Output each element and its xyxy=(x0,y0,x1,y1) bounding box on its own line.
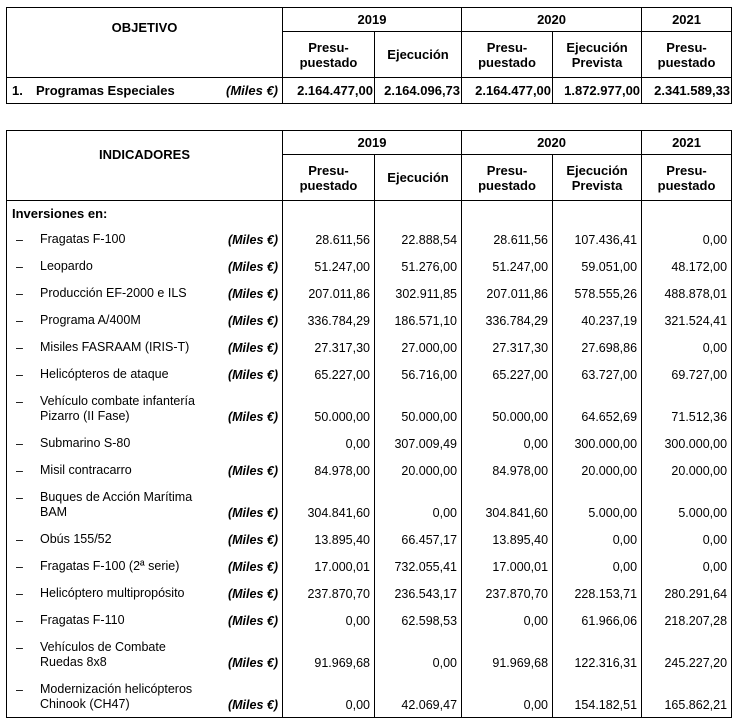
indicadores-table xyxy=(6,130,732,718)
indicator-value: 0,00 xyxy=(462,675,553,718)
indicator-unit: (Miles €) xyxy=(227,560,278,574)
indicator-unit: (Miles €) xyxy=(227,587,278,601)
indicator-row xyxy=(7,279,732,306)
indicator-label-cell xyxy=(7,252,283,279)
indicator-value: 186.571,10 xyxy=(375,306,462,333)
indicator-label-cell xyxy=(7,333,283,360)
indicator-label-cell xyxy=(7,387,283,429)
indicator-row xyxy=(7,633,732,675)
bullet-dash: – xyxy=(16,395,23,409)
indicator-row xyxy=(7,552,732,579)
indicator-label: Fragatas F-100 (2ª serie) xyxy=(40,559,180,573)
objetivo-value: 2.164.096,73 xyxy=(375,78,462,104)
year-2020-header: 2020 xyxy=(462,131,642,155)
indicator-unit: (Miles €) xyxy=(227,410,278,424)
indicator-unit: (Miles €) xyxy=(227,533,278,547)
indicator-value: 40.237,19 xyxy=(553,306,642,333)
indicator-label-cell xyxy=(7,279,283,306)
indicator-value: 0,00 xyxy=(553,552,642,579)
indicator-label: Programa A/400M xyxy=(40,313,141,327)
indicator-value: 84.978,00 xyxy=(462,456,553,483)
indicator-label-cell xyxy=(7,552,283,579)
indicator-value: 0,00 xyxy=(283,606,375,633)
indicator-unit: (Miles €) xyxy=(227,341,278,355)
indicator-value: 65.227,00 xyxy=(283,360,375,387)
indicator-row xyxy=(7,360,732,387)
subheader: Presu- puestado xyxy=(462,155,553,201)
subheader: Ejecución xyxy=(375,32,462,78)
indicator-label-cell xyxy=(7,483,283,525)
subheader: Presu- puestado xyxy=(283,155,375,201)
objetivo-table xyxy=(6,7,732,104)
indicator-value: 245.227,20 xyxy=(642,633,732,675)
indicator-label: Vehículo combate infantería Pizarro (II Fase) xyxy=(40,394,195,423)
indicator-value: 42.069,47 xyxy=(375,675,462,718)
indicator-value: 28.611,56 xyxy=(462,225,553,252)
subheader: Ejecución Prevista xyxy=(553,32,642,78)
indicator-value: 20.000,00 xyxy=(375,456,462,483)
indicator-value: 0,00 xyxy=(642,552,732,579)
indicator-label-cell xyxy=(7,306,283,333)
indicator-value: 0,00 xyxy=(375,483,462,525)
year-2019-header: 2019 xyxy=(283,8,462,32)
indicator-row xyxy=(7,675,732,718)
indicator-value: 65.227,00 xyxy=(462,360,553,387)
indicator-value: 307.009,49 xyxy=(375,429,462,456)
bullet-dash: – xyxy=(16,614,23,628)
indicator-value: 300.000,00 xyxy=(553,429,642,456)
indicator-value: 84.978,00 xyxy=(283,456,375,483)
indicator-value: 0,00 xyxy=(462,606,553,633)
objetivo-value: 2.164.477,00 xyxy=(462,78,553,104)
indicator-value: 304.841,60 xyxy=(462,483,553,525)
indicator-label: Submarino S-80 xyxy=(40,436,131,450)
indicator-value: 304.841,60 xyxy=(283,483,375,525)
indicator-value: 66.457,17 xyxy=(375,525,462,552)
indicator-label: Vehículos de Combate Ruedas 8x8 xyxy=(40,640,166,669)
indicator-label-cell xyxy=(7,429,283,456)
indicator-unit: (Miles €) xyxy=(227,698,278,712)
indicator-value: 236.543,17 xyxy=(375,579,462,606)
bullet-dash: – xyxy=(16,314,23,328)
indicator-value: 59.051,00 xyxy=(553,252,642,279)
indicator-row xyxy=(7,579,732,606)
indicator-label-cell xyxy=(7,633,283,675)
indicator-value: 13.895,40 xyxy=(462,525,553,552)
bullet-dash: – xyxy=(16,260,23,274)
indicator-value: 20.000,00 xyxy=(553,456,642,483)
indicator-label: Obús 155/52 xyxy=(40,532,112,546)
indicator-value: 228.153,71 xyxy=(553,579,642,606)
indicator-unit: (Miles €) xyxy=(227,656,278,670)
indicator-label-cell xyxy=(7,360,283,387)
indicator-label: Misil contracarro xyxy=(40,463,132,477)
bullet-dash: – xyxy=(16,533,23,547)
indicator-value: 50.000,00 xyxy=(462,387,553,429)
year-2021-header: 2021 xyxy=(642,131,732,155)
indicator-value: 51.247,00 xyxy=(462,252,553,279)
indicator-value: 27.000,00 xyxy=(375,333,462,360)
indicator-label: Helicóptero multipropósito xyxy=(40,586,185,600)
indicator-value: 578.555,26 xyxy=(553,279,642,306)
objetivo-label: Programas Especiales xyxy=(36,83,175,98)
indicator-value: 0,00 xyxy=(283,429,375,456)
bullet-dash: – xyxy=(16,287,23,301)
indicator-value: 207.011,86 xyxy=(462,279,553,306)
indicator-value: 0,00 xyxy=(283,675,375,718)
section-label: Inversiones en: xyxy=(7,201,283,226)
bullet-dash: – xyxy=(16,587,23,601)
bullet-dash: – xyxy=(16,560,23,574)
indicator-unit: (Miles €) xyxy=(227,368,278,382)
objetivo-row xyxy=(7,78,732,104)
indicator-unit: (Miles €) xyxy=(227,614,278,628)
indicator-value: 28.611,56 xyxy=(283,225,375,252)
indicator-unit: (Miles €) xyxy=(227,287,278,301)
indicator-label: Modernización helicópteros Chinook (CH47) xyxy=(40,682,193,711)
indicator-value: 5.000,00 xyxy=(642,483,732,525)
indicator-value: 27.317,30 xyxy=(283,333,375,360)
indicator-value: 61.966,06 xyxy=(553,606,642,633)
indicator-label: Buques de Acción Marítima BAM xyxy=(40,490,193,519)
bullet-dash: – xyxy=(16,233,23,247)
indicator-value: 27.317,30 xyxy=(462,333,553,360)
indicator-value: 732.055,41 xyxy=(375,552,462,579)
indicator-unit: (Miles €) xyxy=(227,260,278,274)
bullet-dash: – xyxy=(16,641,23,655)
indicator-label-cell xyxy=(7,675,283,718)
indicator-row xyxy=(7,525,732,552)
indicator-label: Leopardo xyxy=(40,259,93,273)
indicator-label-cell xyxy=(7,606,283,633)
year-2021-header: 2021 xyxy=(642,8,732,32)
indicator-unit: (Miles €) xyxy=(227,314,278,328)
objetivo-value: 1.872.977,00 xyxy=(553,78,642,104)
indicator-value: 51.247,00 xyxy=(283,252,375,279)
indicator-value: 0,00 xyxy=(642,525,732,552)
subheader: Ejecución xyxy=(375,155,462,201)
indicator-label: Producción EF-2000 e ILS xyxy=(40,286,187,300)
indicator-row xyxy=(7,252,732,279)
indicator-value: 0,00 xyxy=(375,633,462,675)
indicator-value: 63.727,00 xyxy=(553,360,642,387)
objetivo-unit: (Miles €) xyxy=(225,83,278,98)
indicator-label-cell xyxy=(7,225,283,252)
indicator-label: Helicópteros de ataque xyxy=(40,367,169,381)
year-2019-header: 2019 xyxy=(283,131,462,155)
indicator-value: 0,00 xyxy=(553,525,642,552)
indicator-value: 0,00 xyxy=(642,225,732,252)
section-row xyxy=(7,201,732,226)
indicator-value: 165.862,21 xyxy=(642,675,732,718)
indicator-unit: (Miles €) xyxy=(227,464,278,478)
subheader: Presu- puestado xyxy=(642,32,732,78)
indicator-value: 237.870,70 xyxy=(283,579,375,606)
indicator-label-cell xyxy=(7,579,283,606)
indicator-row xyxy=(7,456,732,483)
indicator-value: 302.911,85 xyxy=(375,279,462,306)
objetivo-value: 2.164.477,00 xyxy=(283,78,375,104)
indicator-value: 22.888,54 xyxy=(375,225,462,252)
indicator-value: 5.000,00 xyxy=(553,483,642,525)
indicator-value: 207.011,86 xyxy=(283,279,375,306)
indicator-value: 27.698,86 xyxy=(553,333,642,360)
indicator-row xyxy=(7,483,732,525)
subheader: Presu- puestado xyxy=(283,32,375,78)
indicator-label: Fragatas F-110 xyxy=(40,613,125,627)
indicator-label: Fragatas F-100 xyxy=(40,232,126,246)
year-2020-header: 2020 xyxy=(462,8,642,32)
indicator-value: 50.000,00 xyxy=(375,387,462,429)
indicator-value: 17.000,01 xyxy=(283,552,375,579)
indicator-value: 488.878,01 xyxy=(642,279,732,306)
objetivo-number: 1. xyxy=(12,83,23,98)
indicator-unit: (Miles €) xyxy=(227,233,278,247)
indicator-value: 91.969,68 xyxy=(283,633,375,675)
indicator-value: 62.598,53 xyxy=(375,606,462,633)
bullet-dash: – xyxy=(16,437,23,451)
indicator-value: 69.727,00 xyxy=(642,360,732,387)
indicator-value: 17.000,01 xyxy=(462,552,553,579)
indicator-value: 218.207,28 xyxy=(642,606,732,633)
indicator-value: 0,00 xyxy=(642,333,732,360)
indicator-value: 321.524,41 xyxy=(642,306,732,333)
indicator-value: 107.436,41 xyxy=(553,225,642,252)
indicator-label: Misiles FASRAAM (IRIS-T) xyxy=(40,340,190,354)
indicator-row xyxy=(7,306,732,333)
indicator-value: 48.172,00 xyxy=(642,252,732,279)
objetivo-title: OBJETIVO xyxy=(7,8,283,78)
indicator-row xyxy=(7,429,732,456)
indicator-label-cell xyxy=(7,456,283,483)
indicadores-title: INDICADORES xyxy=(7,131,283,201)
bullet-dash: – xyxy=(16,464,23,478)
indicator-value: 64.652,69 xyxy=(553,387,642,429)
indicator-value: 71.512,36 xyxy=(642,387,732,429)
bullet-dash: – xyxy=(16,368,23,382)
indicator-row xyxy=(7,225,732,252)
indicator-row xyxy=(7,606,732,633)
indicator-value: 280.291,64 xyxy=(642,579,732,606)
indicator-value: 154.182,51 xyxy=(553,675,642,718)
indicator-value: 91.969,68 xyxy=(462,633,553,675)
bullet-dash: – xyxy=(16,683,23,697)
indicator-value: 237.870,70 xyxy=(462,579,553,606)
indicator-row xyxy=(7,387,732,429)
indicator-value: 300.000,00 xyxy=(642,429,732,456)
objetivo-value: 2.341.589,33 xyxy=(642,78,732,104)
subheader: Ejecución Prevista xyxy=(553,155,642,201)
indicator-unit: (Miles €) xyxy=(227,506,278,520)
indicator-value: 336.784,29 xyxy=(283,306,375,333)
objetivo-row-label xyxy=(7,78,283,104)
indicator-value: 122.316,31 xyxy=(553,633,642,675)
indicator-value: 56.716,00 xyxy=(375,360,462,387)
indicator-label-cell xyxy=(7,525,283,552)
indicator-value: 20.000,00 xyxy=(642,456,732,483)
indicator-value: 0,00 xyxy=(462,429,553,456)
indicator-value: 51.276,00 xyxy=(375,252,462,279)
indicator-value: 336.784,29 xyxy=(462,306,553,333)
subheader: Presu- puestado xyxy=(642,155,732,201)
indicator-value: 13.895,40 xyxy=(283,525,375,552)
bullet-dash: – xyxy=(16,341,23,355)
subheader: Presu- puestado xyxy=(462,32,553,78)
indicator-row xyxy=(7,333,732,360)
indicator-value: 50.000,00 xyxy=(283,387,375,429)
bullet-dash: – xyxy=(16,491,23,505)
